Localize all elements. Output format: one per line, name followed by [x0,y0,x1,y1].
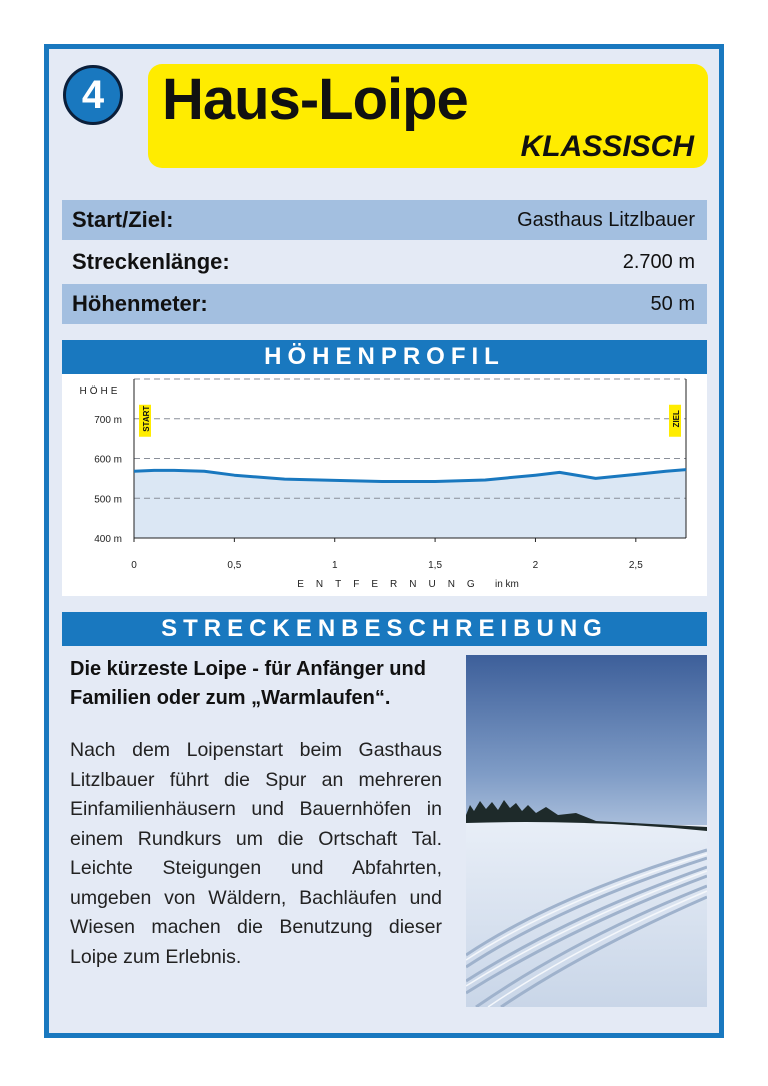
info-row-start [62,200,707,240]
x-tick-label: 0 [131,560,137,571]
trail-name: Haus-Loipe [162,67,468,132]
start-value: Gasthaus Litzlbauer [517,208,695,231]
trail-style: KLASSISCH [520,130,694,163]
end-marker [669,405,681,437]
trail-number-badge: 4 [63,65,123,125]
elevation-profile-chart [62,374,707,596]
elevation-label: Höhenmeter: [72,291,208,316]
elevation-value: 50 m [650,292,695,315]
elevation-area [134,470,686,538]
start-marker [139,405,151,437]
info-row-elevation [62,284,707,324]
title-banner [148,64,708,168]
length-value: 2.700 m [622,250,695,273]
elevation-chart-svg [62,374,707,596]
start-marker-text: START [142,405,152,432]
x-axis-title [297,579,519,590]
y-tick-label: 600 m [94,454,122,466]
y-tick-label: 700 m [94,414,122,426]
x-tick-label: 2,5 [628,560,643,571]
start-label: Start/Ziel: [72,207,174,232]
x-axis-unit: in km [495,579,519,590]
x-tick-label: 0,5 [227,560,242,571]
description-section-header: STRECKENBESCHREIBUNG [62,612,707,646]
x-tick-label: 1 [331,560,338,571]
y-tick-label: 500 m [94,494,122,506]
length-label: Streckenlänge: [72,249,230,274]
x-tick-label: 1,5 [428,560,443,571]
x-tick-label: 2 [532,560,539,571]
y-tick-label: 400 m [94,534,122,545]
description-body: Nach dem Loipenstart beim Gasthaus Litzlbauer führt die Spur an mehreren Einfamilienhäusern und Bauernhöfen in einem Rundkurs um die Ortschaft Tal. Leichte Steigungen und Abfahrten, umgeben von Wäldern, Bachläufen und Wiesen machen die Benutzung dieser Loipe zum Erlebnis. [70,739,442,968]
photo-illustration [466,655,707,1007]
winter-landscape-photo [466,655,707,1007]
x-axis-label: ENTFERNUNG [297,579,487,590]
description-lead: Die kürzeste Loipe - für Anfänger und Familien oder zum „Warmlaufen“. [70,658,426,709]
info-row-length [62,242,707,282]
y-axis-title: HÖHE [79,386,121,397]
profile-section-header: HÖHENPROFIL [62,340,707,374]
end-marker-text: ZIEL [672,410,682,428]
